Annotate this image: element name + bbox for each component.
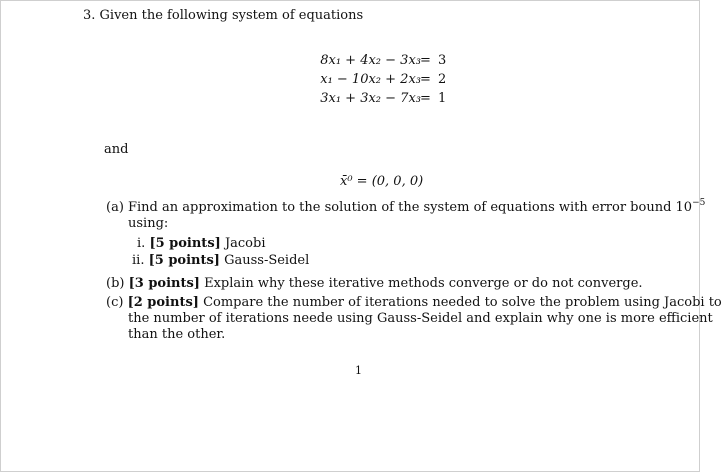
part-a-text-line2: using: — [128, 216, 169, 231]
points-badge: [3 points] — [128, 276, 200, 291]
error-exponent: −5 — [692, 198, 706, 208]
part-c-line1 — [106, 295, 722, 311]
part-a-text-line1 — [128, 200, 705, 216]
part-b-text: Explain why these iterative methods converge or do not converge. — [204, 276, 643, 291]
sub-item-text: Jacobi — [224, 236, 266, 251]
sub-item-gauss-seidel — [132, 253, 309, 269]
equation-sign: = — [420, 72, 431, 87]
and-label: and — [104, 142, 129, 157]
equation-rhs: 3 — [438, 53, 447, 68]
points-badge: [2 points] — [127, 295, 199, 310]
sub-item-jacobi — [137, 236, 266, 252]
equation-rhs: 1 — [438, 91, 447, 106]
part-c-line2: the number of iterations neede using Gauss-Seidel and explain why one is more efficient — [128, 311, 713, 326]
problem-number: 3. — [83, 8, 96, 23]
part-b — [106, 276, 643, 292]
equation-sign: = — [420, 53, 431, 68]
points-badge: [5 points] — [149, 236, 221, 251]
part-label: (a) — [106, 200, 124, 215]
sub-item-label: i. — [137, 236, 146, 251]
part-c-text: Compare the number of iterations needed to solve the problem using Jacobi to — [203, 295, 722, 310]
sub-item-label: ii. — [132, 253, 145, 268]
page-number: 1 — [355, 364, 362, 377]
points-badge: [5 points] — [148, 253, 220, 268]
equation-lhs: x₁ − 10x₂ + 2x₃ — [320, 72, 421, 87]
equation-sign: = — [420, 91, 431, 106]
part-a-text: Find an approximation to the solution of the system of equations with error bound 10 — [128, 200, 693, 215]
equation-lhs: 8x₁ + 4x₂ − 3x₃ — [320, 53, 421, 68]
equation-rhs: 2 — [438, 72, 447, 87]
problem-intro: Given the following system of equations — [99, 8, 364, 23]
problem-heading — [83, 8, 363, 24]
initial-guess: x̄⁰ = (0, 0, 0) — [340, 174, 424, 189]
part-label: (c) — [106, 295, 124, 310]
equation-lhs: 3x₁ + 3x₂ − 7x₃ — [320, 91, 421, 106]
sub-item-text: Gauss-Seidel — [224, 253, 310, 268]
part-label: (b) — [106, 276, 125, 291]
part-c-line3: than the other. — [128, 327, 226, 342]
